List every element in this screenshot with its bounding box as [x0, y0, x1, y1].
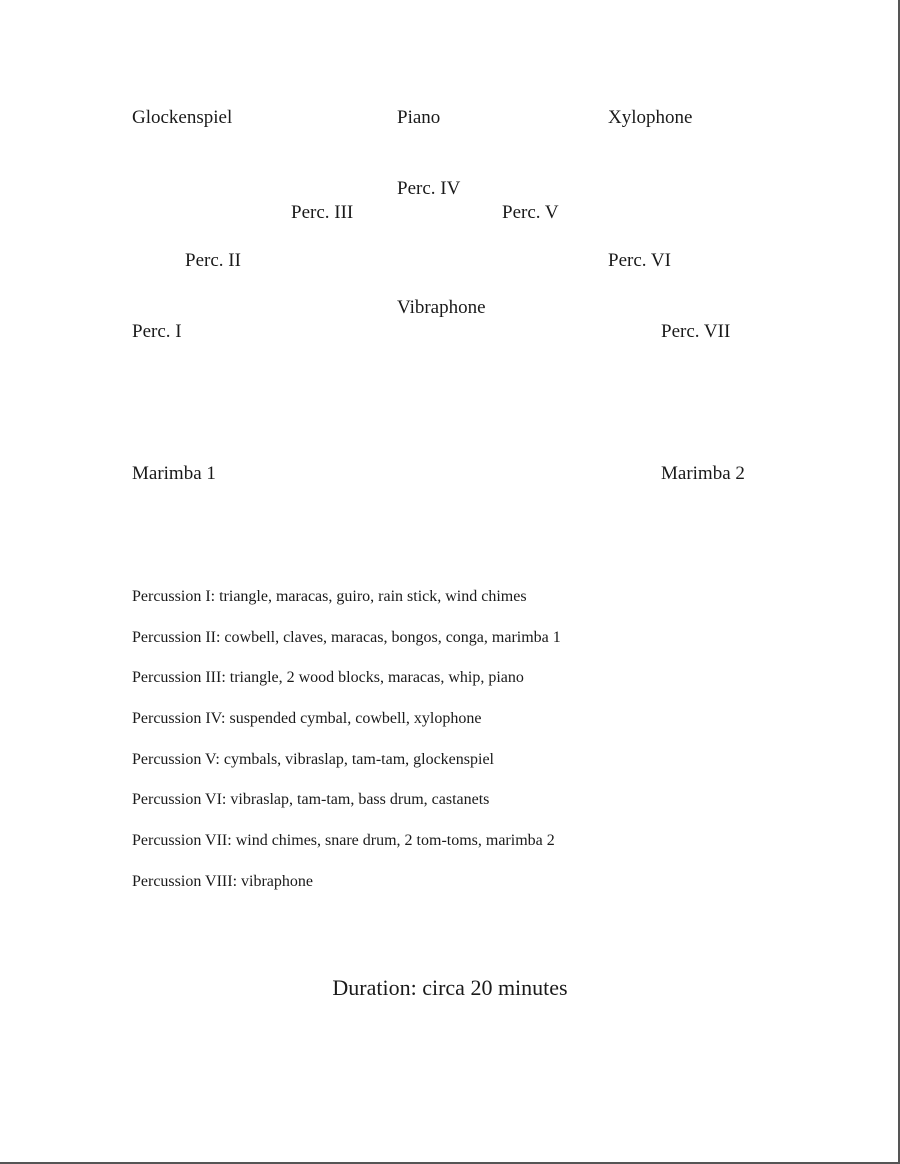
- seat-perc-v: Perc. V: [502, 202, 559, 223]
- instrumentation-list: [132, 586, 561, 912]
- seat-marimba-1: Marimba 1: [132, 463, 216, 484]
- instrumentation-item: Percussion VII: wind chimes, snare drum, 2 tom-toms, marimba 2: [132, 832, 555, 850]
- seat-perc-vi: Perc. VI: [608, 250, 671, 271]
- seat-perc-iii: Perc. III: [291, 202, 354, 223]
- instrumentation-item: Percussion I: triangle, maracas, guiro, rain stick, wind chimes: [132, 588, 527, 605]
- seat-piano: Piano: [397, 107, 441, 128]
- seat-perc-ii: Perc. II: [185, 250, 241, 271]
- seat-xylophone: Xylophone: [608, 107, 693, 128]
- instrumentation-item: Percussion VIII: vibraphone: [132, 872, 313, 890]
- seat-perc-iv: Perc. IV: [397, 178, 461, 199]
- instrumentation-item: Percussion III: triangle, 2 wood blocks, maracas, whip, piano: [132, 669, 524, 687]
- seat-glockenspiel: Glockenspiel: [132, 107, 233, 128]
- seat-marimba-2: Marimba 2: [661, 463, 745, 484]
- instrumentation-item: Percussion II: cowbell, claves, maracas, bongos, conga, marimba 1: [132, 628, 561, 646]
- instrumentation-item: Percussion IV: suspended cymbal, cowbell, xylophone: [132, 710, 482, 728]
- seat-perc-vii: Perc. VII: [661, 321, 731, 342]
- seat-vibraphone: Vibraphone: [397, 297, 486, 318]
- seat-perc-i: Perc. I: [132, 321, 182, 342]
- instrumentation-item: Percussion V: cymbals, vibraslap, tam-tam, glockenspiel: [132, 750, 494, 768]
- duration-note: Duration: circa 20 minutes: [332, 975, 568, 1000]
- instrumentation-item: Percussion VI: vibraslap, tam-tam, bass drum, castanets: [132, 791, 490, 809]
